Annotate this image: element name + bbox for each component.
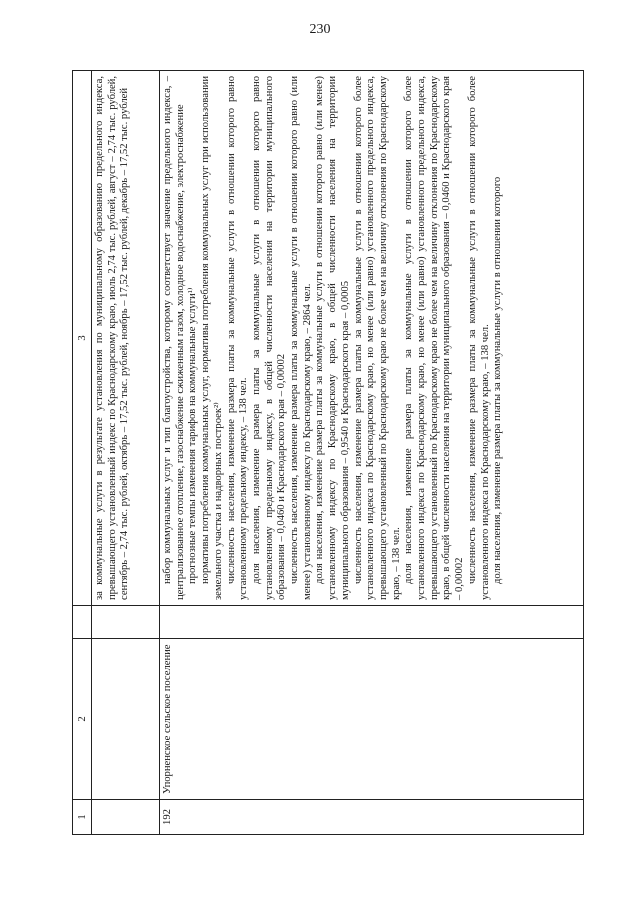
settlement-name: Упорненское сельское поселение	[160, 639, 584, 800]
paragraph: нормативы потребления коммунальных услуг, нормативы потребления коммунальных услуг при использовании земельного участка и надворных построек²⁾	[200, 76, 224, 600]
continuation-text: за коммунальные услуги в результате установления по муниципальному образованию предельного индекса, превышающего установленный индекс по Краснодарскому краю, июль 2,74 тыс. рублей, август – 2,74 тыс. рублей, сентябрь – 2,74 тыс. рублей, октябрь – 17,52 тыс. рублей, ноябрь – 17,52 тыс. рублей, декабрь – 17,52 тыс. рублей	[94, 76, 131, 600]
paragraph: доля населения, изменение размера платы за коммунальные услуги в отношении которого более установленного индекса по Краснодарскому краю, но менее (или равно) установленного предельного индекса, превышающего установленный по Краснодарскому краю не более чем на величину отклонения по Краснодарскому краю, в общей численности населения на территории муниципального образования – 0,0460 и Краснодарского края – 0,00002	[403, 76, 466, 600]
landscape-table-wrapper	[72, 70, 584, 835]
paragraph: численность населения, изменение размера платы за коммунальные услуги в отношении которого равно (или менее) установленному индексу по Краснодарскому краю, – 2864 чел.	[289, 76, 313, 600]
continuation-cell-3	[92, 71, 160, 606]
header-row	[73, 71, 92, 835]
row-description	[160, 71, 584, 606]
row-number: 192	[160, 800, 584, 835]
paragraph: численность населения, изменение размера платы за коммунальные услуги в отношении которого более установленного индекса по Краснодарскому краю, но менее (или равно) установленного предельного индекса, превышающего установленный по Краснодарскому краю не более чем на величину отклонения по Краснодарскому краю, – 138 чел.	[352, 76, 402, 600]
continuation-cell-1	[92, 800, 160, 835]
paragraph: набор коммунальных услуг и тип благоустройства, которому соответствует значение предельного индекса, – централизованное отопление, газоснабжение сжиженным газом, холодное водоснабжение, электроснабжение	[162, 76, 186, 600]
paragraph: доля населения, изменение размера платы за коммунальные услуги в отношении которого равно (или менее) установленному индексу по Краснодарскому краю, в общей численности населения на территории муниципального образования – 0,9540 и Краснодарского края – 0,0005	[314, 76, 351, 600]
rotated-table-area	[72, 70, 584, 835]
header-col-2: 2	[73, 639, 92, 800]
paragraph: доля населения, изменение размера платы за коммунальные услуги в отношении которого	[492, 176, 504, 584]
paragraph: прогнозные темпы изменения тарифов на коммунальные услуги¹⁾	[187, 287, 199, 584]
header-col-1: 1	[73, 800, 92, 835]
continuation-row	[92, 71, 160, 835]
data-table	[72, 70, 584, 835]
table-row	[160, 71, 584, 835]
header-col-3: 3	[73, 71, 92, 606]
page-number: 230	[309, 22, 331, 37]
paragraph: численность населения, изменение размера платы за коммунальные услуги в отношении которого более установленного индекса по Краснодарскому краю, – 138 чел.	[466, 76, 491, 600]
continuation-cell-2	[92, 639, 160, 800]
continuation-cell-empty	[92, 606, 160, 639]
paragraph: доля населения, изменение размера платы за коммунальные услуги в отношении которого равно установленному предельному индексу, в общей численности населения на территории муниципального образования – 0,0460 и Краснодарского края – 0,00002	[250, 76, 288, 600]
row-empty-cell	[160, 606, 584, 639]
header-col-empty	[73, 606, 92, 639]
paragraph: численность населения, изменение размера платы за коммунальные услуги в отношении которого равно установленному предельному индексу, – 138 чел.	[225, 76, 250, 600]
